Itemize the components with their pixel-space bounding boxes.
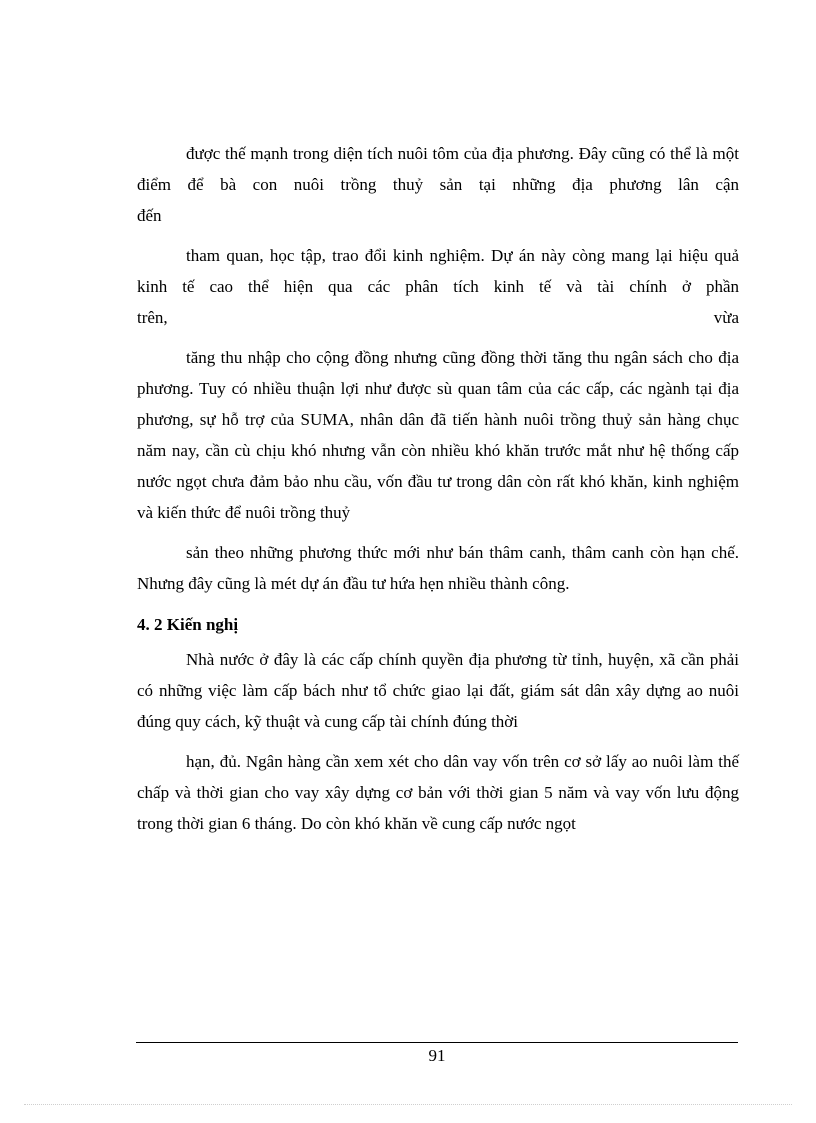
- paragraph-2: tham quan, học tập, trao đổi kinh nghiệm. Dự án này còng mang lại hiệu quả kinh tế cao thể hiện qua các phân tích kinh tế và tài chính ở phần: [137, 246, 739, 296]
- paragraph-5: Nhà nước ở đây là các cấp chính quyền địa phương từ tỉnh, huyện, xã cần phải có những việc làm cấp bách như tổ chức giao lại đất, giám sát dân xây dựng ao nuôi đúng quy cách, kỹ thuật và cung cấp tài chính đúng thời: [137, 650, 739, 731]
- paragraph-4: sản theo những phương thức mới như bán thâm canh, thâm canh còn hạn chế. Nhưng đây cũng là mét dự án đầu tư hứa hẹn nhiều thành công.: [137, 543, 739, 593]
- paragraph-2-end: trên, vừa: [137, 308, 739, 327]
- page-number: 91: [428, 1046, 446, 1065]
- footer-divider: [136, 1042, 738, 1043]
- document-body: [137, 138, 739, 839]
- paragraph-6: hạn, đủ. Ngân hàng cần xem xét cho dân vay vốn trên cơ sở lấy ao nuôi làm thế chấp và thời gian cho vay xây dựng cơ bản với thời gian 5 năm và vay vốn lưu động trong thời gian 6 tháng. Do còn khó khăn về cung cấp nước ngọt: [137, 752, 739, 833]
- paragraph-1-end: đến: [137, 206, 162, 225]
- section-heading: 4. 2 Kiến nghị: [137, 615, 239, 634]
- paragraph-3: tăng thu nhập cho cộng đồng nhưng cũng đồng thời tăng thu ngân sách cho địa phương. Tuy có nhiều thuận lợi như được sù quan tâm của các cấp, các ngành tại địa phương, sự hỗ trợ của SUMA, nhân dân đã tiến hành nuôi trồng thuỷ sản hàng chục năm nay, cần cù chịu khó nhưng vẫn còn nhiều khó khăn trước mắt như hệ thống cấp nước ngọt chưa đảm bảo nhu cầu, vốn đầu tư trong dân còn rất khó khăn, kinh nghiệm và kiến thức để nuôi trồng thuỷ: [137, 348, 739, 522]
- paragraph-1: được thế mạnh trong diện tích nuôi tôm của địa phương. Đây cũng có thể là một điểm để bà con nuôi trồng thuỷ sản tại những địa phương lân cận: [137, 144, 739, 194]
- page-edge: [24, 1104, 792, 1105]
